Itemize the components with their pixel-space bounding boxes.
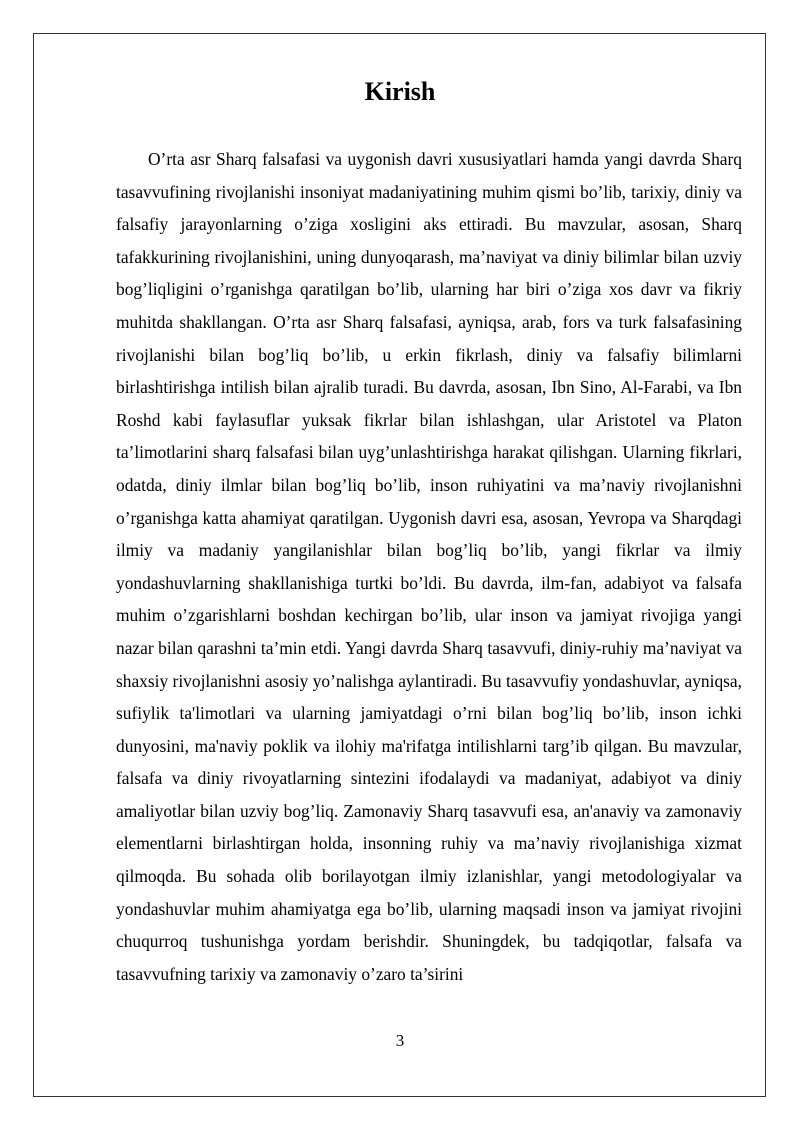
page-number: 3 [395,1031,405,1050]
page-title: Kirish [364,77,436,106]
body-paragraph: O’rta asr Sharq falsafasi va uygonish davri xususiyatlari hamda yangi davrda Sharq tasavvufining rivojlanishi insoniyat madaniyatining muhim qismi bo’lib, tarixiy, diniy va falsafiy jarayonlarning o’ziga xosligini aks ettiradi. Bu mavzular, asosan, Sharq tafakkurining rivojlanishini, uning dunyoqarash, ma’naviyat va diniy bilimlar bilan uzviy bog’liqligini o’rganishga qaratilgan bo’lib, ularning har biri o’ziga xos davr va fikriy muhitda shakllangan. O’rta asr Sharq falsafasi, ayniqsa, arab, fors va turk falsafasining rivojlanishi bilan bog’liq bo’lib, u erkin fikrlash, diniy va falsafiy bilimlarni birlashtirishga intilish bilan ajralib turadi. Bu davrda, asosan, Ibn Sino, Al-Farabi, va Ibn Roshd kabi faylasuflar yuksak fikrlar bilan ishlashgan, ular Aristotel va Platon ta’limotlarini sharq falsafasi bilan uyg’unlashtirishga harakat qilishgan. Ularning fikrlari, odatda, diniy ilmlar bilan bog’liq bo’lib, inson ruhiyatini va ma’naviy rivojlanishni o’rganishga katta ahamiyat qaratilgan. Uygonish davri esa, asosan, Yevropa va Sharqdagi ilmiy va madaniy yangilanishlar bilan bog’liq bo’lib, yangi fikrlar va ilmiy yondashuvlarning shakllanishiga turtki bo’ldi. Bu davrda, ilm-fan, adabiyot va falsafa muhim o’zgarishlarni boshdan kechirgan bo’lib, ular inson va jamiyat rivojiga yangi nazar bilan qarashni ta’min etdi. Yangi davrda Sharq tasavvufi, diniy-ruhiy ma’naviyat va shaxsiy rivojlanishni asosiy yo’nalishga aylantiradi. Bu tasavvufiy yondashuvlar, ayniqsa, sufiylik ta'limotlari va ularning jamiyatdagi o’rni bilan bog’liq bo’lib, inson ichki dunyosini, ma'naviy poklik va ilohiy ma'rifatga intilishlarni targ’ib qilgan. Bu mavzular, falsafa va diniy rivoyatlarning sintezini ifodalaydi va madaniyat, adabiyot va diniy amaliyotlar bilan uzviy bog’liq. Zamonaviy Sharq tasavvufi esa, an'anaviy va zamonaviy elementlarni birlashtirgan holda, insonning ruhiy va ma’naviy rivojlanishiga xizmat qilmoqda. Bu sohada olib borilayotgan ilmiy izlanishlar, yangi metodologiyalar va yondashuvlar muhim ahamiyatga ega bo’lib, ularning maqsadi inson va jamiyat rivojini chuqurroq tushunishga yordam berishdir. Shuningdek, bu tadqiqotlar, falsafa va tasavvufning tarixiy va zamonaviy o’zaro ta’sirini [116,149,742,984]
